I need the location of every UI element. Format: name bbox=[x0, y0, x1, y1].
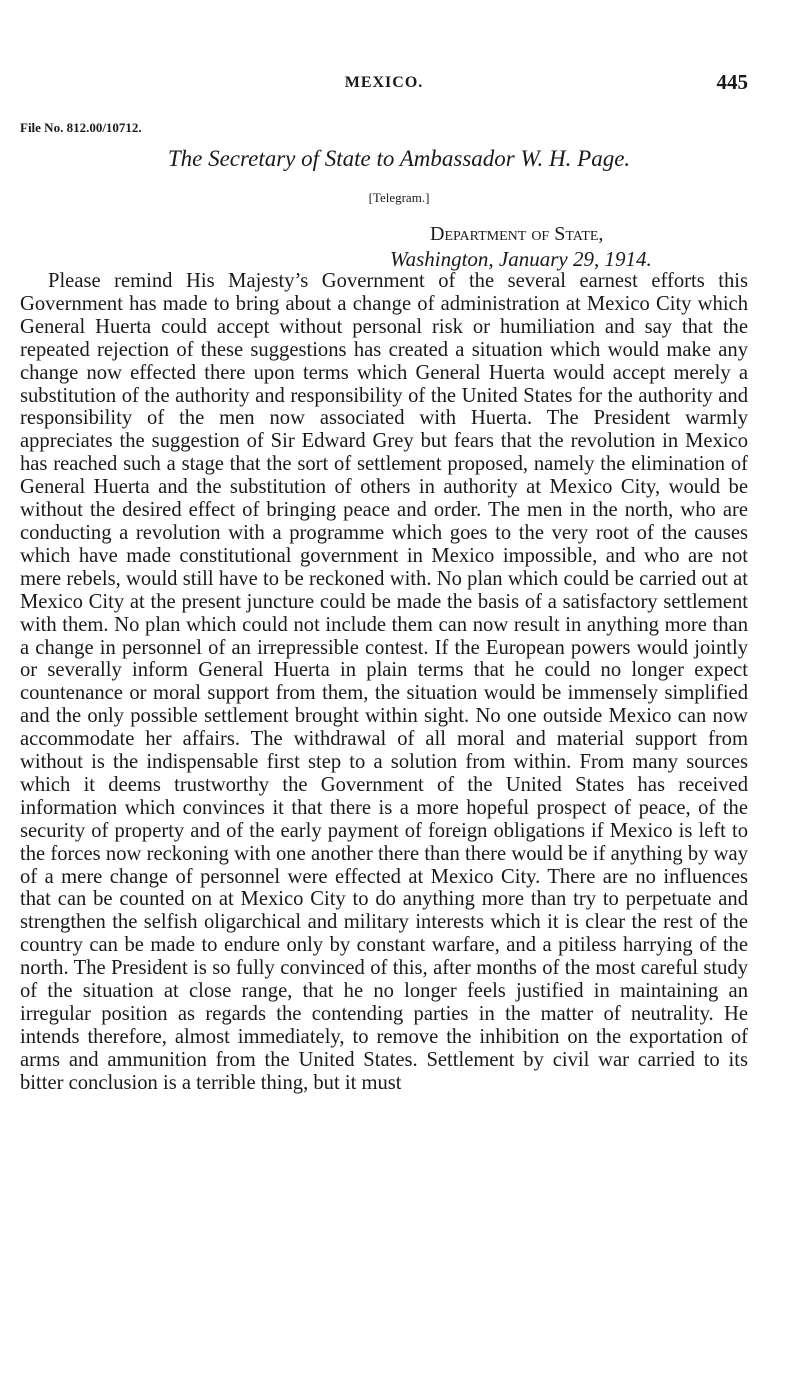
file-number: File No. 812.00/10712. bbox=[20, 120, 142, 135]
dateline-date: Washington, January 29, 1914. bbox=[390, 247, 652, 271]
body-paragraph: Please remind His Majesty’s Government of the several earnest efforts this Government has made to bring about a change of administration at Mexico City which General Huerta could accept without personal risk or humiliation and say that the repeated rejection of these suggestions has created a situation which would make any change now effected there upon terms which General Huerta would accept merely a substitution of the authority and responsibility of the United States for the authority and responsibility of the men now associated with Huerta. The President warmly appreciates the suggestion of Sir Edward Grey but fears that the revolution in Mexico has reached such a stage that the sort of settlement proposed, namely the elimination of General Huerta and the substitution of others in authority at Mexico City, would be without the desired effect of bringing peace and order. The men in the north, who are conducting a revolution with a programme which goes to the very root of the causes which have made constitutional government in Mexico impossible, and who are not mere rebels, would still have to be reckoned with. No plan which could be carried out at Mexico City at the present juncture could be made the basis of a satisfactory settlement with them. No plan which could not include them can now result in anything more than a change in personnel of an irrepressible contest. If the European powers would jointly or severally inform General Huerta in plain terms that he could no longer expect countenance or moral support from them, the situation would be immensely simplified and the only possible settlement brought within sight. No one outside Mexico can now accommodate her affairs. The withdrawal of all moral and material support from without is the indispensable first step to a solution from within. From many sources which it deems trustworthy the Government of the United States has received information which convinces it that there is a more hopeful prospect of peace, of the security of property and of the early payment of foreign obligations if Mexico is left to the forces now reckoning with one another there than there would be if anything by way of a mere change of personnel were effected at Mexico City. There are no influences that can be counted on at Mexico City to do anything more than try to perpetuate and strengthen the selfish oligarchical and military interests which it is clear the rest of the country can be made to endure only by constant warfare, and a pitiless harrying of the north. The President is so fully convinced of this, after months of the most careful study of the situation at close range, that he no longer feels justified in maintaining an irregular position as regards the contending parties in the matter of neutrality. He intends therefore, almost immediately, to remove the inhibition on the exportation of arms and ammunition from the United States. Settlement by civil war carried to its bitter conclusion is a terrible thing, but it must bbox=[20, 270, 748, 1094]
document-subtitle: [Telegram.] bbox=[368, 190, 430, 205]
document-title: The Secretary of State to Ambassador W. H. Page. bbox=[167, 146, 631, 171]
dateline bbox=[390, 222, 750, 272]
running-title: MEXICO. bbox=[344, 74, 424, 91]
dateline-place: Department of State, bbox=[430, 223, 604, 245]
running-head bbox=[20, 70, 748, 100]
page-number: 445 bbox=[716, 70, 748, 94]
